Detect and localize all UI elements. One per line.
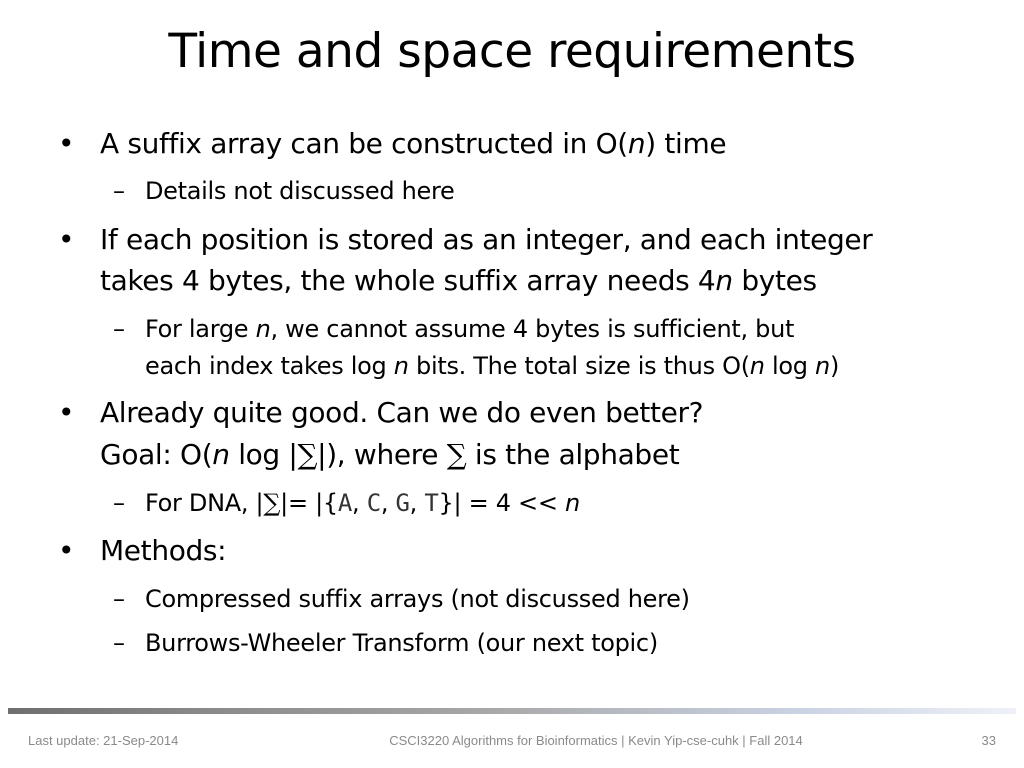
page-number: 33 xyxy=(981,733,996,748)
bullet-text: Goal: O( xyxy=(100,438,213,471)
nucleotide-g: G xyxy=(395,489,410,517)
variable-n: n xyxy=(715,264,733,297)
nucleotide-a: A xyxy=(337,489,353,517)
subbullet-text: bits. The total size is thus O( xyxy=(408,352,750,380)
bullet-text: Already quite good. Can we do even better? xyxy=(100,396,704,429)
subbullet-text: each index takes log xyxy=(145,352,394,380)
bullet-marker: • xyxy=(58,396,75,429)
subbullet-text: log xyxy=(764,352,816,380)
subbullet-large-n-line1 xyxy=(113,311,795,347)
subbullet-text: , xyxy=(352,489,367,517)
subbullet-details xyxy=(113,173,455,209)
subbullet-text: Details not discussed here xyxy=(145,177,455,205)
nucleotide-c: C xyxy=(366,489,381,517)
bullet-text: A suffix array can be constructed in O( xyxy=(100,127,628,160)
variable-n: n xyxy=(393,352,409,380)
subbullet-marker: – xyxy=(113,177,125,205)
sigma-symbol: ∑ xyxy=(297,438,318,471)
sigma-symbol: ∑ xyxy=(446,438,467,471)
sigma-symbol: ∑ xyxy=(263,489,281,517)
subbullet-text: , we cannot assume 4 bytes is sufficient, but xyxy=(270,315,795,343)
variable-n: n xyxy=(212,438,230,471)
bullet-text: is the alphabet xyxy=(466,438,680,471)
subbullet-marker: – xyxy=(113,489,125,517)
variable-n: n xyxy=(749,352,765,380)
subbullet-marker: – xyxy=(113,315,125,343)
bullet-text: |), where xyxy=(317,438,447,471)
subbullet-compressed-suffix-arrays xyxy=(113,581,690,617)
bullet-integer-storage-line2 xyxy=(100,260,817,302)
bullet-marker: • xyxy=(58,223,75,256)
bullet-text: bytes xyxy=(732,264,817,297)
subbullet-large-n-line2 xyxy=(145,348,839,384)
variable-n: n xyxy=(564,489,580,517)
bullet-better-goal-line2 xyxy=(100,434,679,476)
variable-n: n xyxy=(627,127,646,160)
subbullet-burrows-wheeler xyxy=(113,625,658,661)
nucleotide-t: T xyxy=(424,489,439,517)
bullet-methods xyxy=(58,530,227,572)
bullet-text: ) time xyxy=(645,127,727,160)
subbullet-text: }| = 4 << xyxy=(438,489,565,517)
bullet-marker: • xyxy=(58,127,75,160)
bullet-text: log | xyxy=(229,438,298,471)
last-update-text: Last update: 21-Sep-2014 xyxy=(28,733,179,748)
bullet-marker: • xyxy=(58,534,75,567)
slide-title: Time and space requirements xyxy=(168,24,856,79)
bullet-text: Methods: xyxy=(100,534,227,567)
subbullet-text: , xyxy=(380,489,396,517)
subbullet-text: Burrows-Wheeler Transform (our next topic) xyxy=(145,629,658,657)
bullet-integer-storage-line1 xyxy=(58,219,873,261)
footer-divider xyxy=(8,708,1016,714)
bullet-suffix-array-construction xyxy=(58,123,727,165)
variable-n: n xyxy=(255,315,271,343)
variable-n: n xyxy=(815,352,830,380)
bullet-better-goal-line1 xyxy=(58,392,704,434)
course-footer-text: CSCI3220 Algorithms for Bioinformatics | Kevin Yip-cse-cuhk | Fall 2014 xyxy=(389,733,803,748)
subbullet-dna-alphabet xyxy=(113,485,580,521)
subbullet-text: For large xyxy=(145,315,256,343)
subbullet-marker: – xyxy=(113,629,125,657)
subbullet-text: Compressed suffix arrays (not discussed here) xyxy=(145,585,690,613)
subbullet-text: , xyxy=(409,489,425,517)
bullet-text: If each position is stored as an integer, and each integer xyxy=(100,223,873,256)
subbullet-marker: – xyxy=(113,585,125,613)
subbullet-text: ) xyxy=(829,352,840,380)
subbullet-text: For DNA, | xyxy=(145,489,264,517)
bullet-text: takes 4 bytes, the whole suffix array needs 4 xyxy=(100,264,716,297)
subbullet-text: |= |{ xyxy=(280,489,338,517)
